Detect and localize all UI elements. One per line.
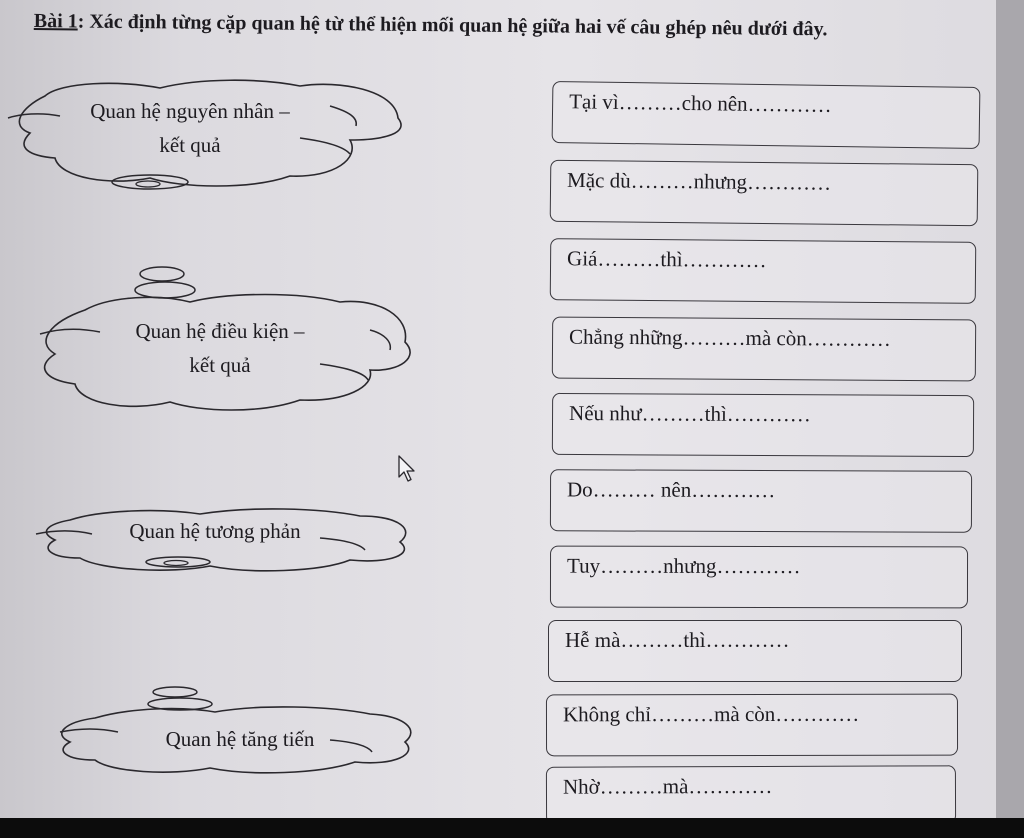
word-pair-box[interactable]	[552, 393, 974, 457]
relation-line1: Quan hệ tương phản	[129, 519, 301, 543]
relation-cloud-increase[interactable]	[0, 684, 430, 784]
relation-line2: kết quả	[159, 133, 221, 157]
relation-line1: Quan hệ điều kiện –	[135, 319, 305, 343]
screen-bottom-bezel	[0, 818, 1024, 838]
relation-cloud-contrast[interactable]	[0, 502, 430, 582]
exercise-heading	[34, 6, 984, 46]
relation-line1: Quan hệ tăng tiến	[165, 727, 315, 751]
relation-cloud-cause-effect[interactable]	[0, 78, 420, 198]
exercise-label: Bài 1	[33, 9, 78, 33]
word-pair-text: Nhờ………mà…………	[562, 773, 773, 799]
word-pair-text: Tuy………nhưng…………	[566, 553, 801, 579]
word-pair-box[interactable]	[550, 238, 977, 304]
word-pair-box[interactable]	[552, 81, 981, 149]
word-pair-text: Nếu như………thì…………	[568, 400, 811, 427]
word-pair-text: Do……… nên…………	[566, 477, 776, 503]
page-edge-shadow	[996, 0, 1024, 838]
relation-line2: kết quả	[189, 353, 251, 377]
word-pair-text: Hễ mà………thì…………	[565, 628, 790, 652]
relation-cloud-condition-effect[interactable]	[0, 262, 430, 417]
word-pair-box[interactable]	[552, 317, 976, 382]
word-pair-box[interactable]	[546, 765, 956, 824]
relation-line1: Quan hệ nguyên nhân –	[90, 99, 290, 123]
word-pair-box[interactable]	[550, 546, 968, 609]
word-pair-box[interactable]	[550, 160, 979, 226]
word-pair-text: Không chỉ………mà còn…………	[562, 701, 860, 727]
word-pair-text: Giá………thì…………	[566, 246, 767, 273]
exercise-instruction: : Xác định từng cặp quan hệ từ thể hiện mối quan hệ giữa hai vế câu ghép nêu dưới đây.	[77, 10, 828, 41]
word-pair-box[interactable]	[548, 620, 962, 682]
mouse-pointer-icon	[398, 455, 416, 488]
word-pair-text: Chẳng những………mà còn…………	[568, 324, 891, 351]
word-pair-text: Tại vì………cho nên…………	[569, 89, 832, 117]
word-pair-text: Mặc dù………nhưng…………	[567, 167, 832, 195]
word-pair-box[interactable]	[550, 469, 972, 532]
word-pair-box[interactable]	[546, 694, 958, 757]
